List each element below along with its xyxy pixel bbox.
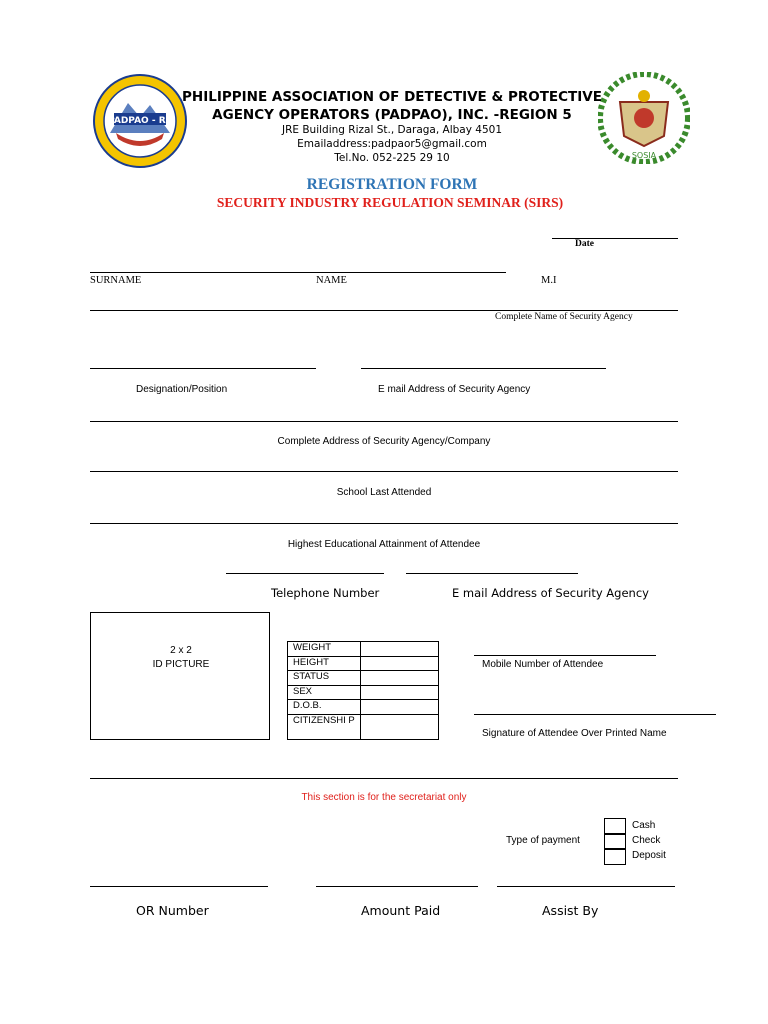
status-value[interactable] <box>361 671 439 686</box>
id-picture-size: 2 x 2 <box>170 645 192 656</box>
telephone-line[interactable] <box>226 573 384 574</box>
mi-label: M.I <box>541 275 557 286</box>
form-title: REGISTRATION FORM <box>306 176 478 193</box>
sosia-logo-text: SOSIA <box>631 151 657 160</box>
table-row <box>288 714 439 739</box>
school-line[interactable] <box>90 471 678 472</box>
status-label: STATUS <box>288 671 361 686</box>
dob-value[interactable] <box>361 700 439 715</box>
assist-by-line[interactable] <box>497 886 675 887</box>
date-line[interactable] <box>552 238 678 239</box>
agency-name-label: Complete Name of Security Agency <box>495 312 633 322</box>
date-label: Date <box>575 239 594 249</box>
weight-label: WEIGHT <box>288 642 361 657</box>
mobile-line[interactable] <box>474 655 656 656</box>
height-label: HEIGHT <box>288 656 361 671</box>
agency-email2-line[interactable] <box>406 573 578 574</box>
org-tel: Tel.No. 052-225 29 10 <box>334 152 450 164</box>
agency-email2-label: E mail Address of Security Agency <box>452 586 649 600</box>
secretariat-divider <box>90 778 678 779</box>
padpao-logo-text: PADPAO - R5 <box>108 116 172 126</box>
education-label: Highest Educational Attainment of Attendee <box>287 539 481 550</box>
surname-label: SURNAME <box>90 275 142 286</box>
agency-name-line[interactable] <box>90 310 678 311</box>
table-row <box>288 656 439 671</box>
citizenship-label: CITIZENSHI P <box>288 714 361 739</box>
deposit-label: Deposit <box>632 850 666 861</box>
form-subtitle: SECURITY INDUSTRY REGULATION SEMINAR (SIRS) <box>216 195 564 210</box>
or-number-line[interactable] <box>90 886 268 887</box>
sex-label: SEX <box>288 685 361 700</box>
check-label: Check <box>632 835 661 846</box>
attendee-info-table <box>287 641 439 740</box>
table-row <box>288 685 439 700</box>
table-row <box>288 671 439 686</box>
designation-line[interactable] <box>90 368 316 369</box>
payment-type-label: Type of payment <box>506 835 580 846</box>
telephone-label: Telephone Number <box>271 586 380 600</box>
agency-address-line[interactable] <box>90 421 678 422</box>
or-number-label: OR Number <box>136 903 209 918</box>
agency-email-line[interactable] <box>361 368 606 369</box>
id-picture-box[interactable] <box>90 612 270 740</box>
school-label: School Last Attended <box>336 487 432 498</box>
org-name-line1: PHILIPPINE ASSOCIATION OF DETECTIVE & PROTECTIVE <box>182 89 602 105</box>
amount-paid-line[interactable] <box>316 886 478 887</box>
designation-label: Designation/Position <box>136 384 228 395</box>
deposit-checkbox[interactable] <box>604 848 626 865</box>
table-row <box>288 700 439 715</box>
table-row <box>288 642 439 657</box>
signature-line[interactable] <box>474 714 716 715</box>
sex-value[interactable] <box>361 685 439 700</box>
amount-paid-label: Amount Paid <box>361 903 441 918</box>
height-value[interactable] <box>361 656 439 671</box>
name-label: NAME <box>316 275 347 286</box>
assist-by-label: Assist By <box>542 903 599 918</box>
name-line[interactable] <box>90 272 506 273</box>
agency-address-label: Complete Address of Security Agency/Company <box>277 436 491 447</box>
secretariat-note: This section is for the secretariat only <box>301 792 467 803</box>
org-name-line2: AGENCY OPERATORS (PADPAO), INC. -REGION 5 <box>212 107 572 123</box>
signature-label: Signature of Attendee Over Printed Name <box>482 728 667 739</box>
org-address: JRE Building Rizal St., Daraga, Albay 4501 <box>281 124 503 136</box>
dob-label: D.O.B. <box>288 700 361 715</box>
id-picture-label: ID PICTURE <box>152 659 210 670</box>
citizenship-value[interactable] <box>361 714 439 739</box>
weight-value[interactable] <box>361 642 439 657</box>
agency-email-label: E mail Address of Security Agency <box>378 384 531 395</box>
org-email: Emailaddress:padpaor5@gmail.com <box>297 138 487 150</box>
mobile-label: Mobile Number of Attendee <box>482 659 604 670</box>
cash-label: Cash <box>632 820 656 831</box>
education-line[interactable] <box>90 523 678 524</box>
